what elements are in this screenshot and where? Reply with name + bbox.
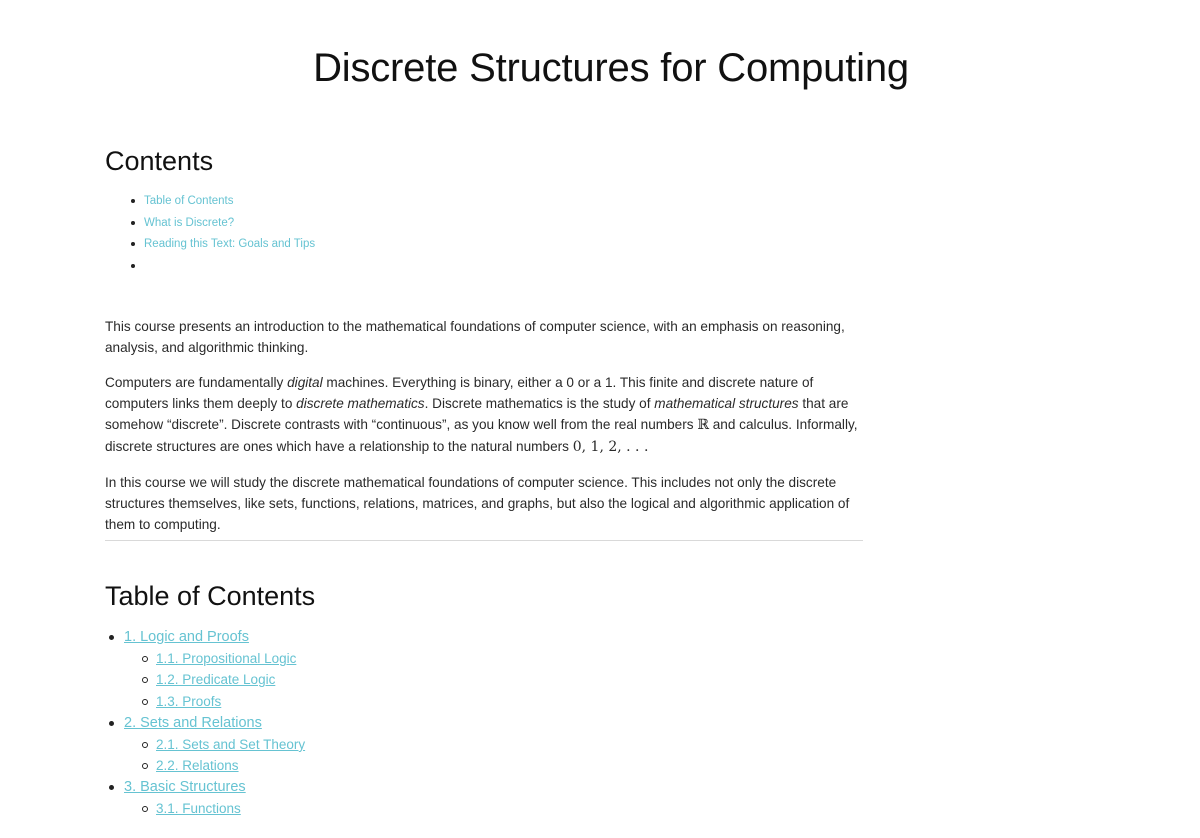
intro-paragraph-3: In this course we will study the discrete mathematical foundations of computer science. This includes not only the discrete structures themselves, like sets, functions, relations, matrices, and graphs, but also the logical and algorithmic application of them to computing.	[105, 475, 850, 532]
list-item	[131, 235, 315, 257]
toc-section	[156, 755, 305, 776]
intro-paragraph-1: This course presents an introduction to the mathematical foundations of computer science, with an emphasis on reasoning, analysis, and algorithmic thinking.	[105, 319, 845, 355]
toc-link-3-1[interactable]: 3.1. Functions	[156, 801, 241, 817]
intro-paragraph-2: Computers are fundamentally digital machines. Everything is binary, either a 0 or a 1. This finite and discrete nature of computers links them deeply to discrete mathematics. Discrete mathematics is the study of mathematical structures that are somehow “discrete”. Discrete contrasts with “continuous”, as you know well from the real numbers ℝ and calculus. Informally, discrete structures are ones which have a relationship to the natural numbers 0, 1, 2, . . .	[105, 375, 858, 455]
list-item	[131, 214, 315, 236]
toc-link-1-2[interactable]: 1.2. Predicate Logic	[156, 672, 276, 688]
toc-list	[109, 626, 305, 820]
page-title: Discrete Structures for Computing	[313, 46, 909, 90]
toc-link-2-2[interactable]: 2.2. Relations	[156, 758, 239, 774]
list-item	[131, 257, 315, 279]
toc-link-1-1[interactable]: 1.1. Propositional Logic	[156, 651, 297, 666]
toc-section	[156, 734, 305, 755]
toc-link-2-1[interactable]: 2.1. Sets and Set Theory	[156, 736, 306, 752]
toc-section	[156, 798, 305, 819]
toc-chapter	[109, 626, 305, 712]
section-divider	[105, 540, 863, 541]
toc-link-1-3[interactable]: 1.3. Proofs	[156, 693, 222, 709]
list-item	[131, 192, 315, 214]
real-numbers-symbol: ℝ	[697, 417, 709, 433]
toc-section	[156, 669, 305, 690]
contents-heading: Contents	[105, 146, 214, 176]
toc-section	[156, 691, 305, 712]
contents-list	[131, 192, 315, 279]
toc-link-chapter-1[interactable]: 1. Logic and Proofs	[124, 629, 249, 645]
toc-section	[156, 648, 305, 669]
toc-link-chapter-2[interactable]: 2. Sets and Relations	[124, 714, 262, 731]
natural-numbers-expression: 0, 1, 2, . . .	[572, 439, 649, 455]
toc-chapter	[109, 776, 305, 819]
toc-link-chapter-3[interactable]: 3. Basic Structures	[124, 779, 246, 796]
contents-link-reading-this-text[interactable]: Reading this Text: Goals and Tips	[144, 238, 316, 251]
toc-heading: Table of Contents	[105, 581, 316, 611]
contents-link-what-is-discrete[interactable]: What is Discrete?	[144, 216, 235, 229]
contents-link-table-of-contents[interactable]: Table of Contents	[144, 195, 234, 207]
intro-section	[105, 316, 863, 549]
toc-chapter	[109, 712, 305, 777]
